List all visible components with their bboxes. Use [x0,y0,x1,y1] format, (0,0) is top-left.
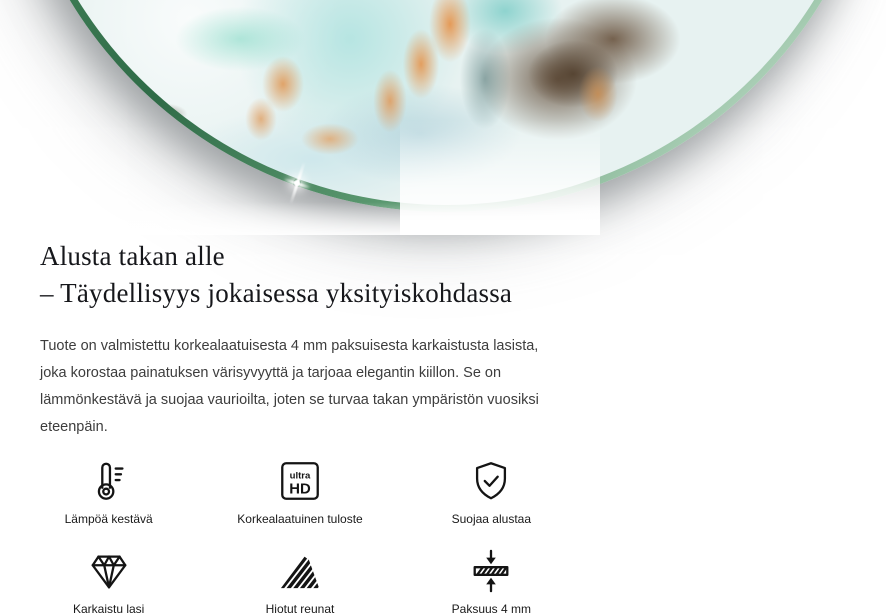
product-description: Tuote on valmistettu korkealaatuisesta 4 mm paksuisesta karkaistusta lasista, joka korostaa painatuksen värisyvyyttä ja tarjoaa elegantin kiillon. Se on lämmönkestävä ja suojaa vaurioilta, joten se turvaa takan ympäristön vuosiksi eteenpäin. [40,338,539,435]
hero-bottom-fade [0,202,600,235]
product-hero-image [0,0,600,234]
feature-label: Lämpöä kestävä [64,512,153,526]
diamond-icon [86,548,132,594]
polished-edges-icon [277,548,323,594]
feature-label: Hiotut reunat [265,602,335,616]
feature-label: Suojaa alustaa [451,512,532,526]
ultra-hd-icon [277,458,323,504]
thermometer-icon [86,458,132,504]
description-section [0,238,600,441]
feature-tempered-glass [13,548,204,616]
feature-heat-resistant [13,458,204,526]
thickness-icon [468,548,514,594]
feature-label: Karkaistu lasi [72,602,145,616]
feature-label: Paksuus 4 mm [451,602,531,616]
page-title [40,238,560,312]
title-line-1: Alusta takan alle [40,241,225,271]
feature-protects-base [396,458,587,526]
feature-high-quality-print [204,458,395,526]
feature-polished-edges [204,548,395,616]
feature-thickness [396,548,587,616]
svg-text:HD: HD [289,481,311,498]
svg-text:ultra: ultra [289,470,311,482]
title-line-2: – Täydellisyys jokaisessa yksityiskohdassa [40,278,513,308]
feature-label: Korkealaatuinen tuloste [237,512,363,526]
feature-grid [13,458,587,616]
shield-check-icon [468,458,514,504]
